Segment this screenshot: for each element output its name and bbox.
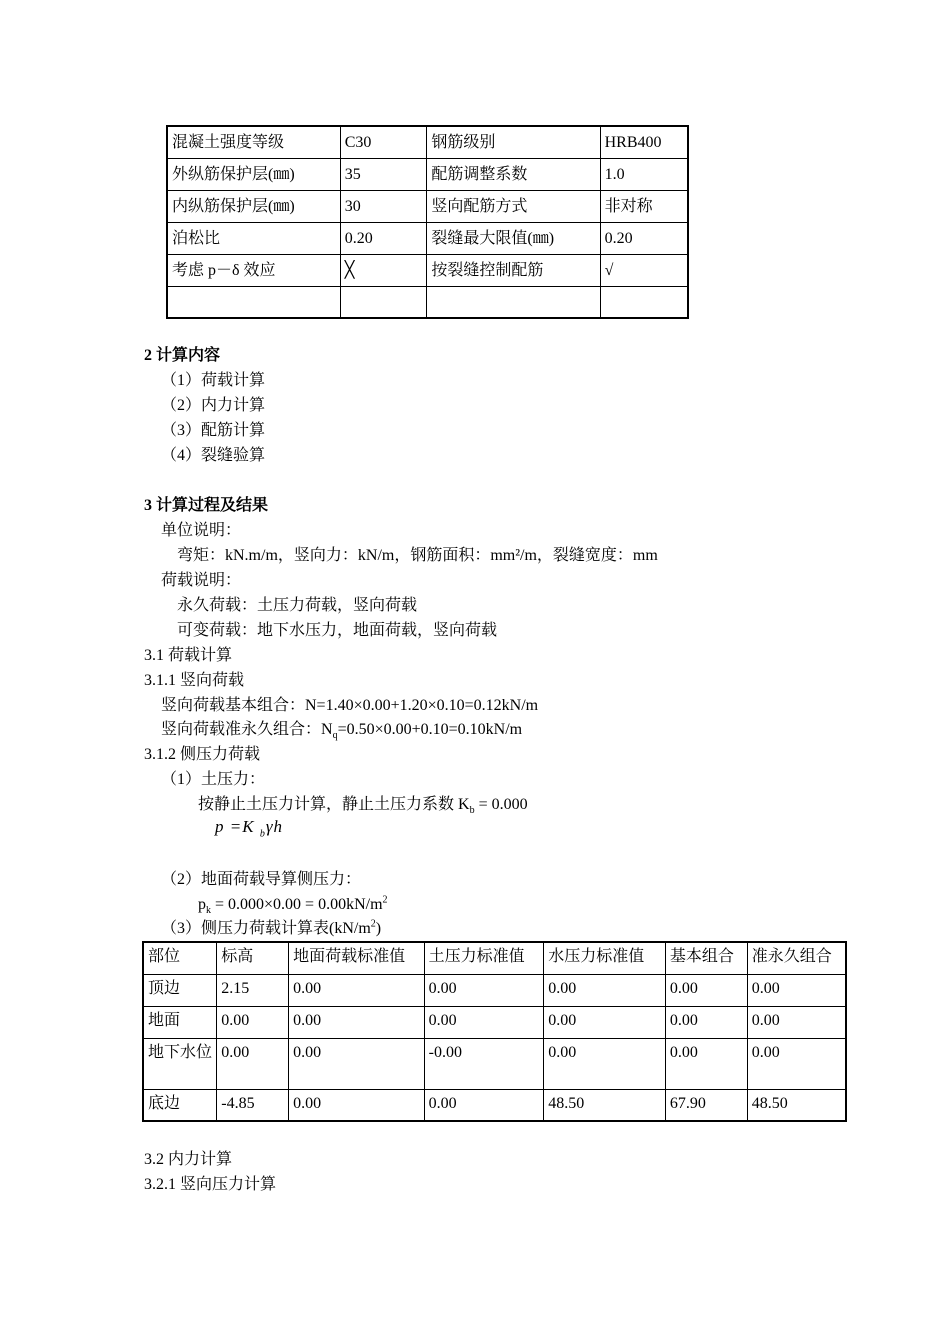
params-cell: 裂缝最大限值(㎜) <box>427 222 600 254</box>
pressure-cell: 0.00 <box>424 974 544 1006</box>
pressure-cell: 0.00 <box>289 1089 425 1121</box>
pressure-header-cell: 准永久组合 <box>747 942 846 974</box>
params-cell <box>600 286 688 318</box>
heading-3-2-1: 3.2.1 竖向压力计算 <box>144 1176 277 1193</box>
permanent-load: 永久荷载：土压力荷载，竖向荷载 <box>177 597 418 614</box>
params-cell: 竖向配筋方式 <box>427 190 600 222</box>
pressure-cell: 0.00 <box>665 1006 747 1038</box>
params-cell: 内纵筋保护层(㎜) <box>167 190 340 222</box>
section-3-title: 3 计算过程及结果 <box>144 497 269 514</box>
params-cell: 配筋调整系数 <box>427 158 600 190</box>
pressure-row <box>143 1089 846 1121</box>
pressure-cell: 0.00 <box>424 1006 544 1038</box>
params-row <box>167 190 688 222</box>
pressure-cell: 0.00 <box>544 1038 666 1089</box>
pressure-cell: 0.00 <box>747 1006 846 1038</box>
pressure-cell: 顶边 <box>143 974 217 1006</box>
pressure-header-row <box>143 942 846 974</box>
pressure-cell: 48.50 <box>544 1089 666 1121</box>
pressure-cell: 0.00 <box>289 1038 425 1089</box>
basic-combination: 竖向荷载基本组合：N=1.40×0.00+1.20×0.10=0.12kN/m <box>161 697 539 714</box>
params-cell <box>340 286 427 318</box>
params-cell: 外纵筋保护层(㎜) <box>167 158 340 190</box>
params-cell: ╳ <box>340 254 427 286</box>
params-cell: 考虑 p－δ 效应 <box>167 254 340 286</box>
pressure-cell: 0.00 <box>665 974 747 1006</box>
pressure-cell: 底边 <box>143 1089 217 1121</box>
calc-item-2: （2）内力计算 <box>161 397 266 414</box>
pressure-row <box>143 974 846 1006</box>
params-cell: 钢筋级别 <box>427 126 600 158</box>
quasi-permanent-combination: 竖向荷载准永久组合：$N_q=0.50\times 0.00+0.10=0.10kN/m$ <box>161 721 523 742</box>
params-row <box>167 254 688 286</box>
params-cell: 泊松比 <box>167 222 340 254</box>
pressure-cell: 0.00 <box>289 974 425 1006</box>
params-row <box>167 126 688 158</box>
heading-3-2: 3.2 内力计算 <box>144 1151 233 1168</box>
pressure-cell: 地下水位 <box>143 1038 217 1089</box>
heading-3-1-1: 3.1.1 竖向荷载 <box>144 672 245 689</box>
params-table <box>166 125 689 319</box>
params-cell <box>427 286 600 318</box>
params-cell: C30 <box>340 126 427 158</box>
pressure-header-cell: 标高 <box>217 942 289 974</box>
params-row <box>167 286 688 318</box>
pressure-cell: 0.00 <box>747 974 846 1006</box>
params-cell: 按裂缝控制配筋 <box>427 254 600 286</box>
pressure-cell: 0.00 <box>665 1038 747 1089</box>
soil-pressure-formula: p =K $_b$γh <box>215 817 284 840</box>
params-cell <box>167 286 340 318</box>
pressure-table-caption: （3）侧压力荷载计算表$(kN/m^2)$ <box>161 918 382 937</box>
pressure-cell: -4.85 <box>217 1089 289 1121</box>
pressure-cell: 48.50 <box>747 1089 846 1121</box>
pressure-cell: 0.00 <box>424 1089 544 1121</box>
unit-text: 弯矩：kN.m/m，竖向力：kN/m，钢筋面积：mm²/m，裂缝宽度：mm <box>177 547 658 564</box>
params-cell: √ <box>600 254 688 286</box>
params-row <box>167 222 688 254</box>
pressure-cell: 0.00 <box>544 974 666 1006</box>
heading-3-1: 3.1 荷载计算 <box>144 647 233 664</box>
params-cell: 0.20 <box>340 222 427 254</box>
calc-item-3: （3）配筋计算 <box>161 422 266 439</box>
params-cell: HRB400 <box>600 126 688 158</box>
pressure-cell: 0.00 <box>289 1006 425 1038</box>
section-2-title: 2 计算内容 <box>144 347 221 364</box>
calc-item-4: （4）裂缝验算 <box>161 447 266 464</box>
pressure-header-cell: 水压力标准值 <box>544 942 666 974</box>
params-cell: 0.20 <box>600 222 688 254</box>
pressure-row <box>143 1006 846 1038</box>
params-cell: 1.0 <box>600 158 688 190</box>
load-label: 荷载说明： <box>161 572 242 589</box>
pressure-table <box>142 941 847 1122</box>
pressure-cell: 0.00 <box>217 1038 289 1089</box>
soil-pressure-label: （1）土压力： <box>161 771 266 788</box>
pressure-cell: -0.00 <box>424 1038 544 1089</box>
params-cell: 混凝土强度等级 <box>167 126 340 158</box>
pressure-header-cell: 基本组合 <box>665 942 747 974</box>
pressure-cell: 地面 <box>143 1006 217 1038</box>
pressure-cell: 2.15 <box>217 974 289 1006</box>
calc-item-1: （1）荷载计算 <box>161 372 266 389</box>
pressure-row <box>143 1038 846 1089</box>
params-cell: 30 <box>340 190 427 222</box>
params-cell: 非对称 <box>600 190 688 222</box>
unit-label: 单位说明： <box>161 522 242 539</box>
pressure-cell: 0.00 <box>544 1006 666 1038</box>
pressure-header-cell: 土压力标准值 <box>424 942 544 974</box>
pressure-cell: 67.90 <box>665 1089 747 1121</box>
params-cell: 35 <box>340 158 427 190</box>
heading-3-1-2: 3.1.2 侧压力荷载 <box>144 746 261 763</box>
pressure-header-cell: 地面荷载标准值 <box>289 942 425 974</box>
variable-load: 可变荷载：地下水压力，地面荷载，竖向荷载 <box>177 622 498 639</box>
ground-load-formula: $p_k = 0.000\times 0.00 = 0.00kN/m^2$ <box>198 894 388 917</box>
ground-load-label: （2）地面荷载导算侧压力： <box>161 871 362 888</box>
pressure-cell: 0.00 <box>747 1038 846 1089</box>
params-row <box>167 158 688 190</box>
pressure-header-cell: 部位 <box>143 942 217 974</box>
pressure-cell: 0.00 <box>217 1006 289 1038</box>
soil-pressure-text: 按静止土压力计算，静止土压力系数 $K_b = 0.000$ <box>198 796 528 817</box>
